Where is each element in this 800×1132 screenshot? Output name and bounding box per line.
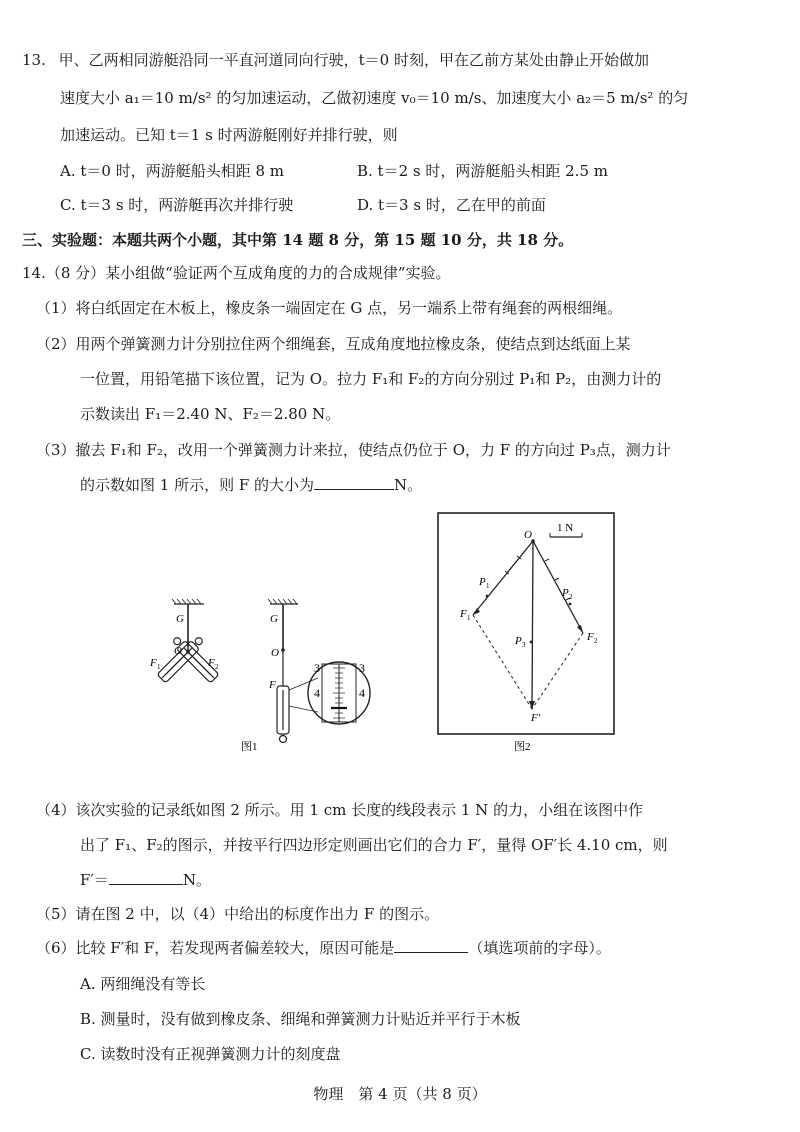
fig2-scale-label: 1 N — [557, 522, 574, 534]
fig1-left-apparatus — [157, 599, 219, 683]
q14-step-4-line-3 — [80, 869, 211, 891]
fig1-label-f: F — [269, 679, 276, 691]
page-footer: 物理 第 4 页（共 8 页） — [313, 1085, 487, 1103]
fig2-label-f2-sub: 2 — [594, 637, 598, 645]
q14-step-4-unit: N。 — [182, 871, 211, 889]
q14-option-b: B. 测量时，没有做到橡皮条、细绳和弹簧测力计贴近并平行于木板 — [80, 1010, 521, 1028]
fig2-label-o: O — [524, 529, 532, 541]
fig2-label-f1-sub: 1 — [467, 614, 471, 622]
fig2-parallel-2 — [532, 633, 583, 709]
q14-step-3-text: 的示数如图 1 所示，则 F 的大小为 — [80, 476, 315, 494]
fig2-vector-fprime — [532, 541, 533, 709]
fig2-label-p2-sub: 2 — [569, 593, 573, 601]
answer-blank-reason[interactable] — [394, 938, 468, 953]
q14-step-4-fprime: F′＝ — [80, 871, 109, 889]
q13-text-1: 甲、乙两相同游艇沿同一平直河道同向行驶，t＝0 时刻，甲在乙前方某处由静止开始做加 — [58, 51, 649, 69]
fig1-label-f2-sub: 2 — [215, 663, 219, 671]
q14-step-6-text: （6）比较 F′和 F，若发现两者偏差较大，原因可能是 — [36, 939, 395, 957]
answer-blank-fprime[interactable] — [109, 870, 183, 885]
fig1-scale-3-right: 3 — [359, 661, 365, 675]
fig2-vector-f2 — [533, 541, 583, 633]
fig2-paper-frame — [438, 513, 614, 734]
fig1-label-f1: F — [150, 657, 157, 669]
fig1-caption: 图1 — [241, 741, 258, 753]
fig2-label-f1: F — [460, 608, 467, 620]
q13-option-a: A. t＝0 时，两游艇船头相距 8 m — [60, 162, 285, 180]
q14-step-2-line-2: 一位置，用铅笔描下该位置，记为 O。拉力 F₁和 F₂的方向分别过 P₁和 P₂，由测力计的 — [80, 370, 662, 388]
q13-option-c: C. t＝3 s 时，两游艇再次并排行驶 — [60, 196, 294, 214]
fig1-label-o2: O — [271, 647, 279, 659]
fig2-label-f2: F — [587, 631, 594, 643]
answer-blank-f[interactable] — [314, 475, 394, 490]
q14-step-6-hint: （填选项前的字母）。 — [468, 939, 611, 957]
q14-step-2-line-3: 示数读出 F₁＝2.40 N、F₂＝2.80 N。 — [80, 405, 341, 423]
q13-line-3: 加速运动。已知 t＝1 s 时两游艇刚好并排行驶，则 — [60, 126, 398, 144]
q14-step-3-line-1: （3）撤去 F₁和 F₂，改用一个弹簧测力计来拉，使结点仍位于 O，力 F 的方向过 P₃点，测力计 — [36, 441, 671, 459]
fig1-label-g2: G — [270, 613, 278, 625]
fig2-label-p1-sub: 1 — [486, 582, 490, 590]
fig2-caption: 图2 — [514, 741, 531, 753]
fig2-parallel-1 — [473, 615, 532, 709]
fig1-label-o: O — [174, 645, 182, 657]
q14-heading: 14.（8 分）某小组做“验证两个互成角度的力的合成规律”实验。 — [22, 264, 451, 282]
fig2-label-p1: P — [479, 576, 486, 588]
fig1-scale-4-left: 4 — [314, 686, 320, 700]
q13-option-b: B. t＝2 s 时，两游艇船头相距 2.5 m — [357, 162, 608, 180]
q14-step-6 — [36, 937, 611, 959]
q13-number: 13. — [22, 51, 46, 69]
q14-step-4-line-1: （4）该次实验的记录纸如图 2 所示。用 1 cm 长度的线段表示 1 N 的力，小组在该图中作 — [36, 801, 644, 819]
q14-option-c: C. 读数时没有正视弹簧测力计的刻度盘 — [80, 1045, 341, 1063]
fig1-scale-3-left: 3 — [314, 661, 320, 675]
fig2-label-fprime: F′ — [531, 712, 541, 724]
figure-1 — [118, 590, 378, 760]
fig1-node-o — [186, 650, 190, 654]
figure-2 — [437, 512, 617, 756]
fig2-label-p2: P — [562, 587, 569, 599]
q14-option-a: A. 两细绳没有等长 — [80, 975, 206, 993]
q14-step-4-line-2: 出了 F₁、F₂的图示，并按平行四边形定则画出它们的合力 F′，量得 OF′长 4.10 cm，则 — [80, 836, 668, 854]
fig1-label-g: G — [176, 613, 184, 625]
fig1-label-f2: F — [208, 657, 215, 669]
q14-step-3-unit: N。 — [394, 476, 423, 494]
q14-step-2-line-1: （2）用两个弹簧测力计分别拉住两个细绳套，互成角度地拉橡皮条，使结点到达纸面上某 — [36, 335, 631, 353]
section-3-heading: 三、实验题：本题共两个小题，其中第 14 题 8 分，第 15 题 10 分，共 18 分。 — [22, 231, 574, 249]
fig2-label-p3-sub: 3 — [522, 641, 526, 649]
fig1-label-f1-sub: 1 — [157, 663, 161, 671]
q14-step-3-line-2 — [80, 474, 422, 496]
q13-line-2: 速度大小 a₁＝10 m/s² 的匀加速运动，乙做初速度 v₀＝10 m/s、加速度大小 a₂＝5 m/s² 的匀 — [60, 89, 689, 107]
fig1-scale-4-right: 4 — [359, 686, 365, 700]
q13-line-1 — [22, 49, 649, 71]
q14-step-5: （5）请在图 2 中，以（4）中给出的标度作出力 F 的图示。 — [36, 905, 440, 923]
q14-step-1: （1）将白纸固定在木板上，橡皮条一端固定在 G 点，另一端系上带有绳套的两根细绳。 — [36, 299, 623, 317]
q13-option-d: D. t＝3 s 时，乙在甲的前面 — [357, 196, 546, 214]
fig2-label-p3: P — [515, 635, 522, 647]
